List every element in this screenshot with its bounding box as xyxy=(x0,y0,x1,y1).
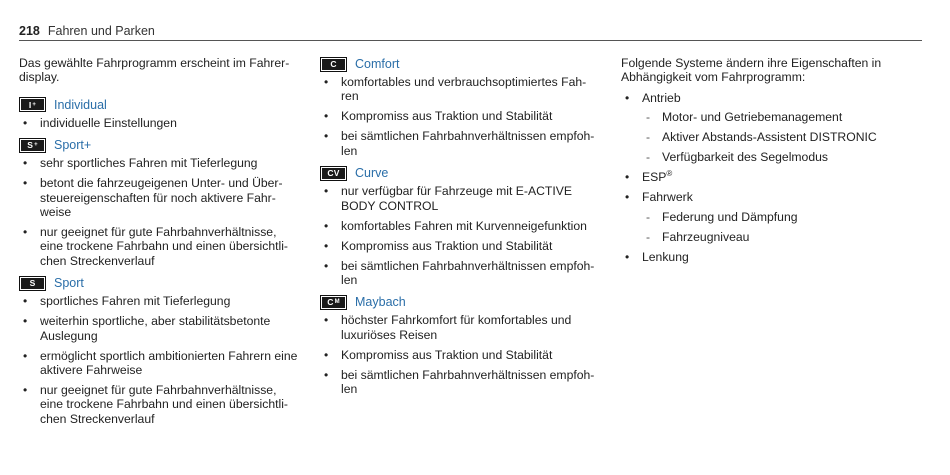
list-item: • bei sämtlichen Fahrbahnverhältnissen empfoh-len xyxy=(320,259,602,288)
list-item: • bei sämtlichen Fahrbahnverhältnissen empfoh-len xyxy=(320,368,602,397)
column-3 xyxy=(621,56,906,270)
section-title-sport-plus: Sport+ xyxy=(54,138,92,153)
list-sport xyxy=(19,294,301,426)
sublist-antrieb xyxy=(642,110,906,164)
list-item-antrieb: • Antrieb - Motor- und Getriebemanagement - Aktiver Abstands-Assistent DISTRONIC - Verfügbarkeit des Segelmodus xyxy=(621,91,906,165)
section-title-individual: Individual xyxy=(54,97,107,112)
sublist-fahrwerk xyxy=(642,210,906,244)
list-item: • nur geeignet für gute Fahrbahnverhältnisse, eine trockene Fahrbahn und einen übersichtli-chen Streckenverlauf xyxy=(19,225,301,268)
sub-item: - Fahrzeugniveau xyxy=(642,230,906,244)
section-heading-sport-plus xyxy=(19,137,301,153)
section-heading-individual xyxy=(19,97,301,113)
intro-text: Folgende Systeme ändern ihre Eigenschaften in Abhängigkeit vom Fahrprogramm: xyxy=(621,56,882,85)
list-item: • sportliches Fahren mit Tieferlegung xyxy=(19,294,301,308)
sport-plus-mode-icon: S + xyxy=(19,138,46,153)
section-heading-curve xyxy=(320,165,602,181)
list-item: • Kompromiss aus Traktion und Stabilität xyxy=(320,348,602,362)
list-item: • betont die fahrzeugeigenen Unter- und Über-steuereigenschaften für noch aktivere Fahr-weise xyxy=(19,176,301,219)
systems-list xyxy=(621,91,906,264)
section-heading-maybach xyxy=(320,294,602,310)
list-sport-plus xyxy=(19,156,301,268)
list-item: • weiterhin sportliche, aber stabilitätsbetonte Auslegung xyxy=(19,314,301,343)
sub-item: - Verfügbarkeit des Segelmodus xyxy=(642,150,906,164)
section-title-maybach: Maybach xyxy=(355,295,406,310)
sub-item: - Federung und Dämpfung xyxy=(642,210,906,224)
section-title-comfort: Comfort xyxy=(355,56,400,71)
section-title-sport: Sport xyxy=(54,276,84,291)
page-number: 218 xyxy=(19,24,40,38)
list-item-lenkung: • Lenkung xyxy=(621,250,906,264)
list-item: • ermöglicht sportlich ambitionierten Fahrern eine aktivere Fahrweise xyxy=(19,349,301,378)
individual-mode-icon: I + xyxy=(19,97,46,112)
list-item: • individuelle Einstellungen xyxy=(19,116,301,130)
list-maybach xyxy=(320,313,602,396)
list-item: • bei sämtlichen Fahrbahnverhältnissen empfoh-len xyxy=(320,129,602,158)
list-item: • Kompromiss aus Traktion und Stabilität xyxy=(320,109,602,123)
section-title: Fahren und Parken xyxy=(47,24,155,38)
column-2 xyxy=(320,56,602,402)
intro-text: Das gewählte Fahrprogramm erscheint im Fahrer-display. xyxy=(19,56,290,85)
maybach-mode-icon: C M xyxy=(320,295,347,310)
page-header xyxy=(19,22,922,41)
list-item: • nur verfügbar für Fahrzeuge mit E-ACTIVE BODY CONTROL xyxy=(320,184,602,213)
comfort-mode-icon: C xyxy=(320,57,347,72)
list-item: • komfortables Fahren mit Kurvenneigefunktion xyxy=(320,219,602,233)
list-item: • komfortables und verbrauchsoptimiertes Fah-ren xyxy=(320,75,602,104)
list-comfort xyxy=(320,75,602,158)
column-1 xyxy=(19,56,301,432)
sub-item: - Motor- und Getriebemanagement xyxy=(642,110,906,124)
sub-item: - Aktiver Abstands-Assistent DISTRONIC xyxy=(642,130,906,144)
list-item: • nur geeignet für gute Fahrbahnverhältnisse, eine trockene Fahrbahn und einen übersichtli-chen Streckenverlauf xyxy=(19,383,301,426)
list-item: • sehr sportliches Fahren mit Tieferlegung xyxy=(19,156,301,170)
section-heading-comfort xyxy=(320,56,602,72)
list-individual xyxy=(19,116,301,130)
section-heading-sport xyxy=(19,275,301,291)
sport-mode-icon: S xyxy=(19,276,46,291)
list-item: • höchster Fahrkomfort für komfortables und luxuriöses Reisen xyxy=(320,313,602,342)
curve-mode-icon: CV xyxy=(320,166,347,181)
list-item: • Kompromiss aus Traktion und Stabilität xyxy=(320,239,602,253)
list-item-fahrwerk: • Fahrwerk - Federung und Dämpfung - Fahrzeugniveau xyxy=(621,190,906,244)
section-title-curve: Curve xyxy=(355,166,389,181)
list-curve xyxy=(320,184,602,287)
list-item-esp: • ESP® xyxy=(621,170,906,184)
